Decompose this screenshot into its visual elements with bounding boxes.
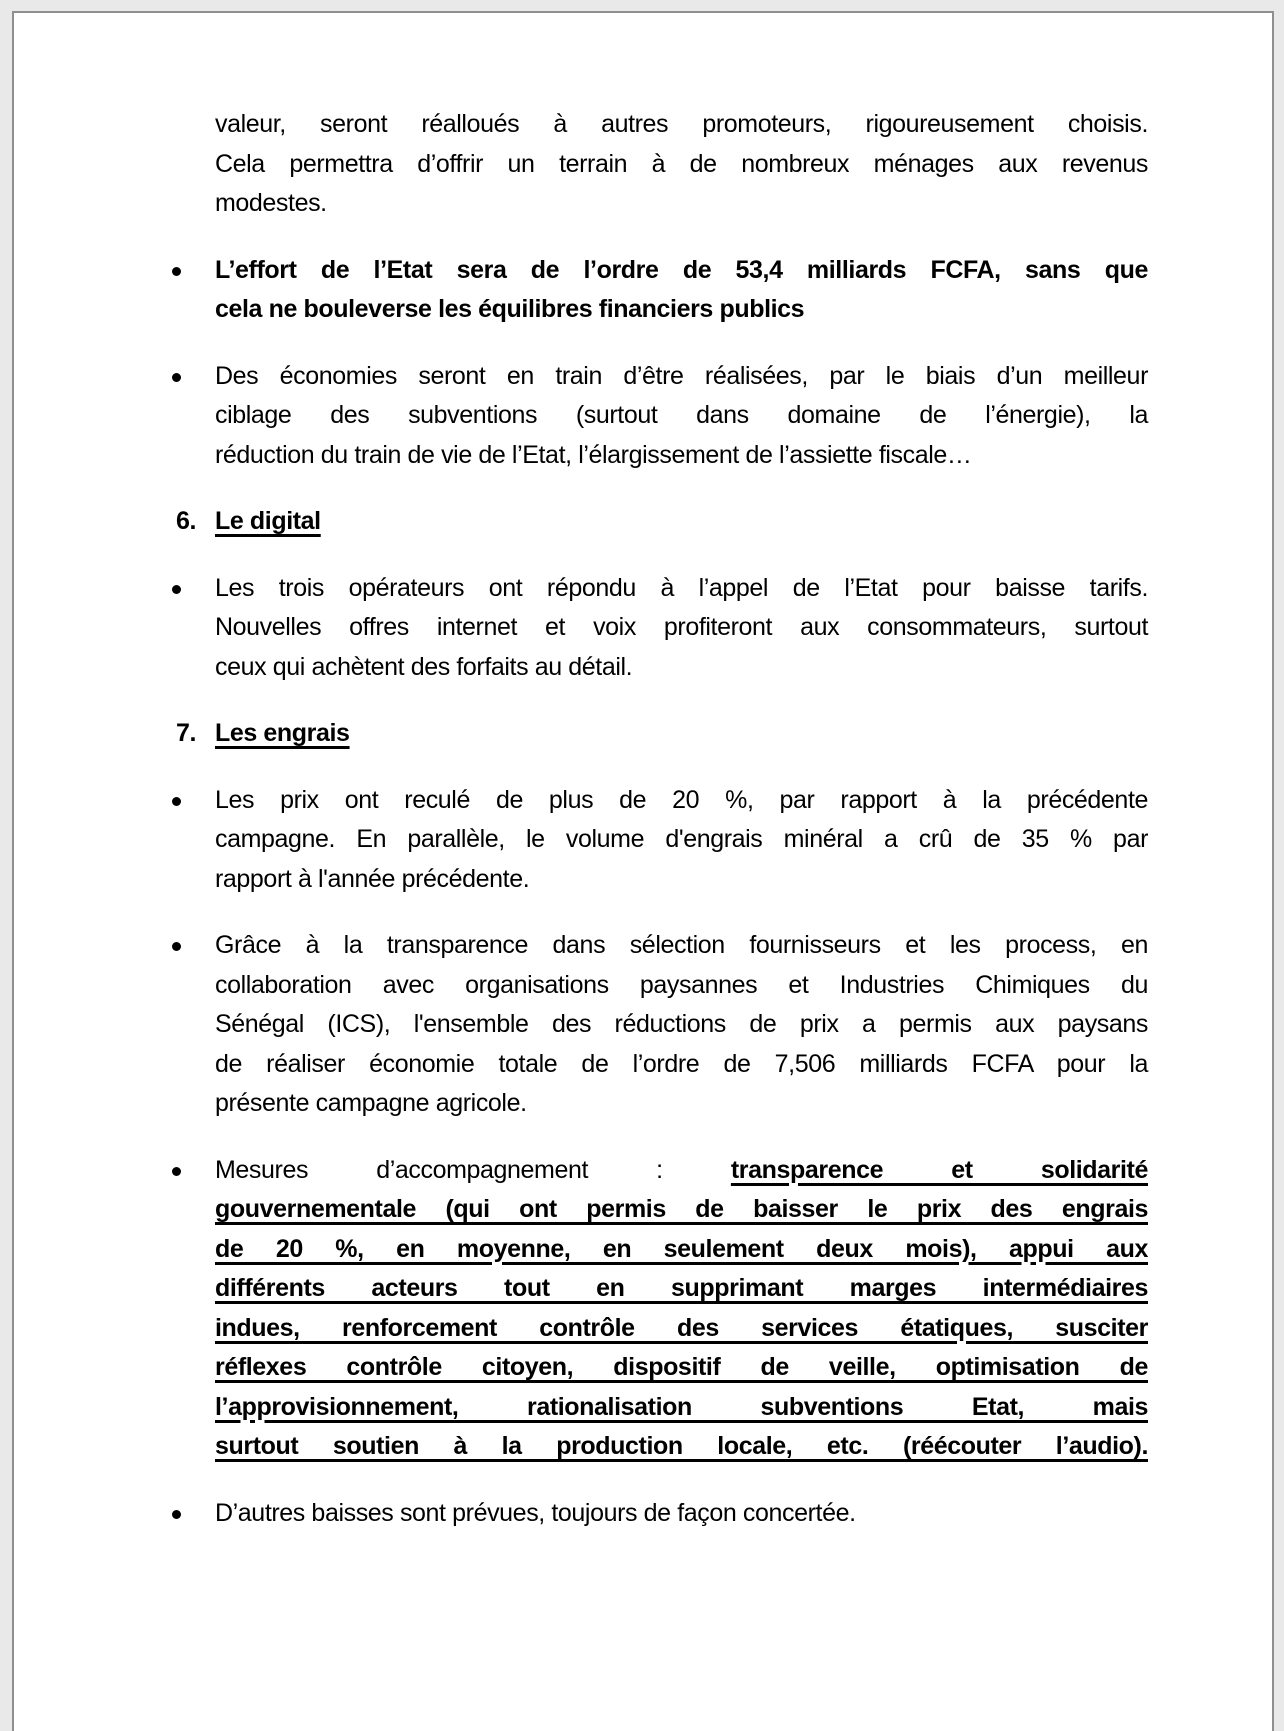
bullet-icon [172,942,181,951]
text-run: Des économies seront en train d’être réalisées, par le biais d’un meilleur [215,361,1148,390]
text-run: Nouvelles offres internet et voix profiteront aux consommateurs, surtout [215,613,1148,641]
text-run: rapport à l'année précédente. [215,864,530,893]
text-line [215,1348,1148,1388]
bullet-icon [172,797,181,806]
text-run: ceux qui achètent des forfaits au détail. [215,652,633,681]
text-line [215,184,1148,224]
text-run: Les trois opérateurs ont répondu à l’appel de l’Etat pour baisse tarifs. [215,573,1148,602]
document-content [176,105,1148,1533]
text-run-bold-underline: différents acteurs tout en supprimant marges intermédiaires [215,1274,1148,1302]
bullet-icon [172,1167,181,1176]
bullet-icon [172,267,181,276]
text-line [215,396,1148,436]
text-run: modestes. [215,189,327,217]
text-run-bold-underline: l’approvisionnement, rationalisation subventions Etat, mais [215,1392,1148,1421]
bullet-item [215,357,1148,476]
heading-number: 6. [176,507,197,535]
text-line [215,1190,1148,1230]
text-line [215,569,1148,609]
text-run: présente campagne agricole. [215,1089,527,1117]
text-run: de réaliser économie totale de l’ordre de 7,506 milliards FCFA pour la [215,1049,1148,1078]
text-line [215,926,1148,966]
text-line [215,1045,1148,1085]
paragraph [215,105,1148,224]
text-line [215,290,1148,330]
bullet-item [215,781,1148,900]
text-run: campagne. En parallèle, le volume d'engrais minéral a crû de 35 % par [215,825,1148,853]
heading-title: Le digital [215,507,321,535]
text-line [215,1388,1148,1428]
text-line [215,820,1148,860]
text-run: D’autres baisses sont prévues, toujours de façon concertée. [215,1498,856,1527]
bullet-icon [172,373,181,382]
text-line [215,648,1148,688]
bullet-icon [172,585,181,594]
text-run: Grâce à la transparence dans sélection fournisseurs et les process, en [215,931,1148,959]
text-line [215,1309,1148,1349]
text-line [215,1269,1148,1309]
text-run: Sénégal (ICS), l'ensemble des réductions de prix a permis aux paysans [215,1010,1148,1038]
text-run: Cela permettra d’offrir un terrain à de nombreux ménages aux revenus [215,149,1148,178]
text-run-bold: L’effort de l’Etat sera de l’ordre de 53,4 milliards FCFA, sans que [215,255,1148,284]
text-line [215,251,1148,291]
text-line [215,1494,1148,1534]
text-run-bold-underline: surtout soutien à la production locale, etc. (réécouter l’audio). [215,1432,1148,1460]
bullet-item [215,1151,1148,1467]
text-run-bold-underline: réflexes contrôle citoyen, dispositif de veille, optimisation de [215,1353,1148,1381]
text-line [215,1427,1148,1467]
bullet-item [215,926,1148,1124]
text-line [215,1230,1148,1270]
text-run: collaboration avec organisations paysannes et Industries Chimiques du [215,970,1148,999]
bullet-icon [172,1510,181,1519]
text-line [215,357,1148,397]
text-line [215,145,1148,185]
section-heading [176,714,1148,754]
text-line [215,781,1148,821]
section-heading [176,502,1148,542]
text-run: ciblage des subventions (surtout dans domaine de l’énergie), la [215,401,1148,429]
text-run-bold-underline: indues, renforcement contrôle des services étatiques, susciter [215,1313,1148,1342]
text-run-bold-underline: de 20 %, en moyenne, en seulement deux mois), appui aux [215,1234,1148,1263]
bullet-item [215,1494,1148,1534]
text-run-bold-underline: gouvernementale (qui ont permis de baisser le prix des engrais [215,1195,1148,1223]
text-line [215,105,1148,145]
text-line [215,966,1148,1006]
bullet-item [215,569,1148,688]
text-run: Les prix ont reculé de plus de 20 %, par rapport à la précédente [215,785,1148,814]
text-run: réduction du train de vie de l’Etat, l’élargissement de l’assiette fiscale… [215,440,972,469]
text-line [215,1151,1148,1191]
heading-number: 7. [176,719,197,747]
text-line [215,1084,1148,1124]
text-line [215,860,1148,900]
text-line [215,436,1148,476]
text-line [215,1005,1148,1045]
text-run: Mesures d’accompagnement : [215,1155,731,1184]
text-run-bold: cela ne bouleverse les équilibres financiers publics [215,295,805,323]
heading-title: Les engrais [215,719,350,747]
text-run-bold-underline: transparence et solidarité [730,1155,1148,1184]
document-page [12,11,1274,1731]
bullet-item [215,251,1148,330]
text-line [215,608,1148,648]
text-run: valeur, seront réalloués à autres promoteurs, rigoureusement choisis. [215,110,1148,138]
